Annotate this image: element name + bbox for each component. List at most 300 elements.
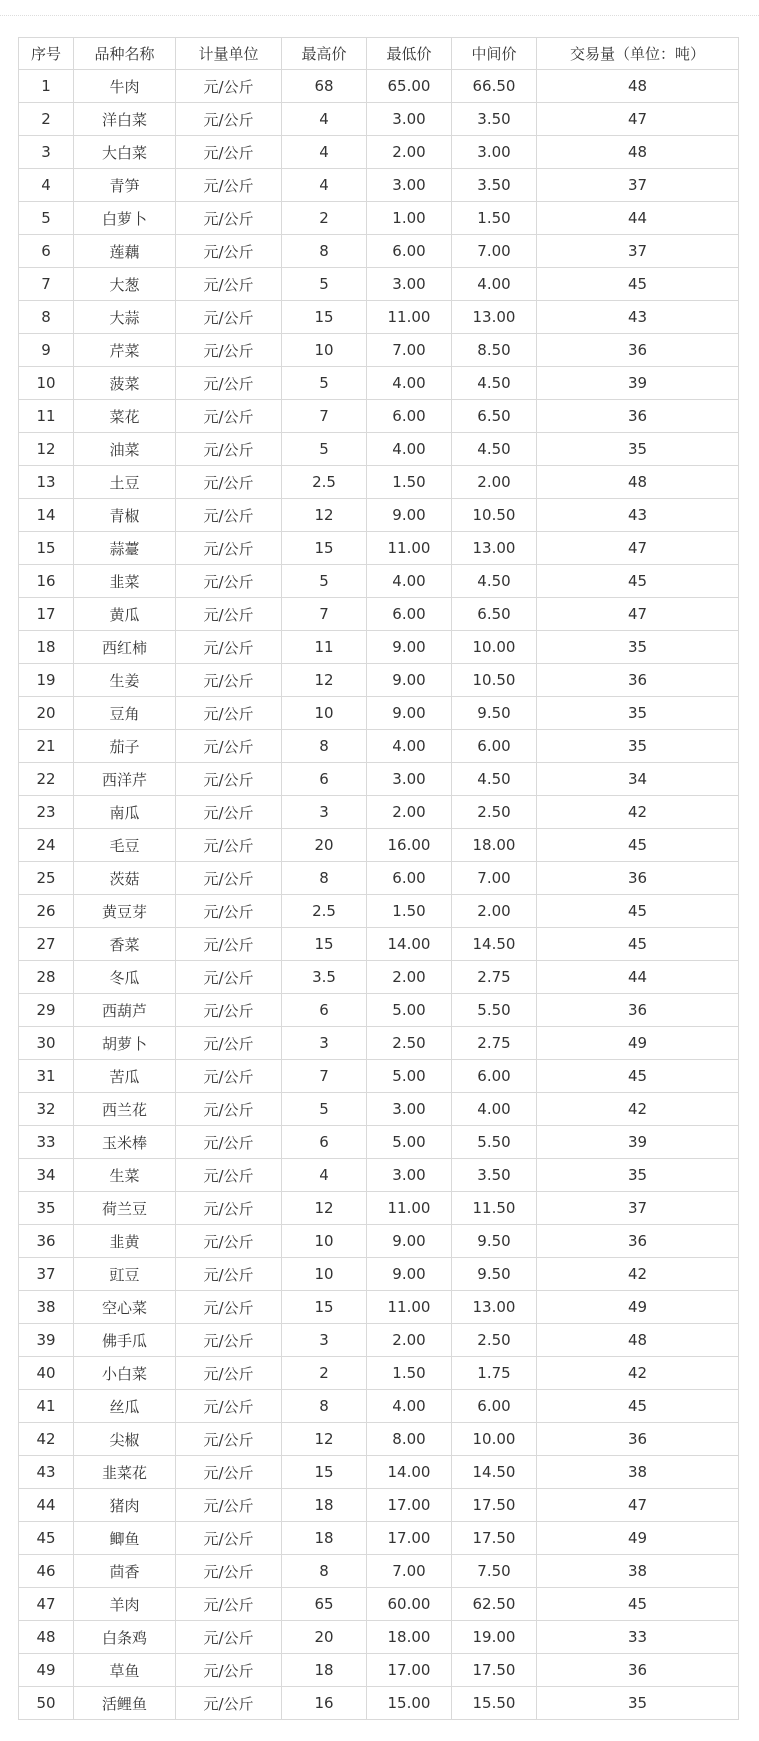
cell-trade-volume: 36 bbox=[537, 1225, 739, 1258]
cell-middle-price: 13.00 bbox=[452, 301, 537, 334]
cell-highest-price: 65 bbox=[282, 1588, 367, 1621]
cell-highest-price: 16 bbox=[282, 1687, 367, 1720]
cell-trade-volume: 36 bbox=[537, 1654, 739, 1687]
cell-trade-volume: 36 bbox=[537, 994, 739, 1027]
cell-lowest-price: 14.00 bbox=[367, 1456, 452, 1489]
cell-lowest-price: 2.00 bbox=[367, 136, 452, 169]
cell-middle-price: 3.00 bbox=[452, 136, 537, 169]
table-row bbox=[19, 1093, 739, 1126]
cell-unit: 元/公斤 bbox=[176, 433, 282, 466]
cell-variety-name: 青椒 bbox=[74, 499, 176, 532]
cell-middle-price: 7.50 bbox=[452, 1555, 537, 1588]
cell-variety-name: 洋白菜 bbox=[74, 103, 176, 136]
cell-variety-name: 玉米棒 bbox=[74, 1126, 176, 1159]
table-row bbox=[19, 103, 739, 136]
cell-trade-volume: 36 bbox=[537, 862, 739, 895]
table-row bbox=[19, 1192, 739, 1225]
cell-variety-name: 南瓜 bbox=[74, 796, 176, 829]
cell-highest-price: 2 bbox=[282, 202, 367, 235]
column-header-middle-price: 中间价 bbox=[452, 38, 537, 70]
cell-middle-price: 3.50 bbox=[452, 169, 537, 202]
cell-trade-volume: 39 bbox=[537, 1126, 739, 1159]
table-row bbox=[19, 961, 739, 994]
cell-index: 24 bbox=[19, 829, 74, 862]
cell-middle-price: 17.50 bbox=[452, 1654, 537, 1687]
cell-trade-volume: 36 bbox=[537, 334, 739, 367]
cell-index: 26 bbox=[19, 895, 74, 928]
cell-variety-name: 大蒜 bbox=[74, 301, 176, 334]
cell-variety-name: 白条鸡 bbox=[74, 1621, 176, 1654]
cell-middle-price: 62.50 bbox=[452, 1588, 537, 1621]
cell-middle-price: 6.50 bbox=[452, 400, 537, 433]
table-row bbox=[19, 631, 739, 664]
table-row bbox=[19, 1456, 739, 1489]
cell-index: 15 bbox=[19, 532, 74, 565]
column-header-unit: 计量单位 bbox=[176, 38, 282, 70]
table-row bbox=[19, 1258, 739, 1291]
cell-index: 28 bbox=[19, 961, 74, 994]
cell-middle-price: 15.50 bbox=[452, 1687, 537, 1720]
cell-highest-price: 4 bbox=[282, 136, 367, 169]
cell-unit: 元/公斤 bbox=[176, 1456, 282, 1489]
cell-trade-volume: 47 bbox=[537, 598, 739, 631]
cell-trade-volume: 48 bbox=[537, 1324, 739, 1357]
cell-middle-price: 4.00 bbox=[452, 1093, 537, 1126]
cell-unit: 元/公斤 bbox=[176, 1126, 282, 1159]
table-row bbox=[19, 334, 739, 367]
table-row bbox=[19, 994, 739, 1027]
cell-variety-name: 西红柿 bbox=[74, 631, 176, 664]
cell-variety-name: 胡萝卜 bbox=[74, 1027, 176, 1060]
cell-unit: 元/公斤 bbox=[176, 466, 282, 499]
table-row bbox=[19, 928, 739, 961]
table-row bbox=[19, 1390, 739, 1423]
cell-highest-price: 68 bbox=[282, 70, 367, 103]
cell-lowest-price: 4.00 bbox=[367, 433, 452, 466]
cell-trade-volume: 35 bbox=[537, 631, 739, 664]
cell-highest-price: 3.5 bbox=[282, 961, 367, 994]
cell-trade-volume: 37 bbox=[537, 1192, 739, 1225]
cell-trade-volume: 35 bbox=[537, 730, 739, 763]
table-row bbox=[19, 1588, 739, 1621]
cell-highest-price: 8 bbox=[282, 1555, 367, 1588]
table-row bbox=[19, 664, 739, 697]
cell-lowest-price: 4.00 bbox=[367, 1390, 452, 1423]
table-body bbox=[19, 70, 739, 1720]
cell-lowest-price: 3.00 bbox=[367, 763, 452, 796]
cell-trade-volume: 45 bbox=[537, 1060, 739, 1093]
cell-lowest-price: 5.00 bbox=[367, 994, 452, 1027]
cell-index: 46 bbox=[19, 1555, 74, 1588]
cell-variety-name: 鲫鱼 bbox=[74, 1522, 176, 1555]
cell-index: 9 bbox=[19, 334, 74, 367]
cell-highest-price: 15 bbox=[282, 301, 367, 334]
cell-unit: 元/公斤 bbox=[176, 1522, 282, 1555]
cell-variety-name: 韭黄 bbox=[74, 1225, 176, 1258]
cell-lowest-price: 1.50 bbox=[367, 1357, 452, 1390]
cell-highest-price: 20 bbox=[282, 1621, 367, 1654]
cell-trade-volume: 37 bbox=[537, 169, 739, 202]
cell-variety-name: 韭菜花 bbox=[74, 1456, 176, 1489]
cell-highest-price: 12 bbox=[282, 499, 367, 532]
cell-unit: 元/公斤 bbox=[176, 1225, 282, 1258]
cell-unit: 元/公斤 bbox=[176, 334, 282, 367]
cell-highest-price: 7 bbox=[282, 400, 367, 433]
cell-variety-name: 活鲤鱼 bbox=[74, 1687, 176, 1720]
cell-unit: 元/公斤 bbox=[176, 961, 282, 994]
cell-index: 3 bbox=[19, 136, 74, 169]
cell-unit: 元/公斤 bbox=[176, 565, 282, 598]
cell-unit: 元/公斤 bbox=[176, 301, 282, 334]
cell-middle-price: 10.50 bbox=[452, 664, 537, 697]
table-row bbox=[19, 1687, 739, 1720]
table-row bbox=[19, 169, 739, 202]
cell-variety-name: 西葫芦 bbox=[74, 994, 176, 1027]
cell-variety-name: 芹菜 bbox=[74, 334, 176, 367]
cell-middle-price: 2.50 bbox=[452, 1324, 537, 1357]
cell-variety-name: 生菜 bbox=[74, 1159, 176, 1192]
cell-unit: 元/公斤 bbox=[176, 928, 282, 961]
cell-highest-price: 2 bbox=[282, 1357, 367, 1390]
cell-index: 10 bbox=[19, 367, 74, 400]
cell-index: 27 bbox=[19, 928, 74, 961]
cell-variety-name: 茄子 bbox=[74, 730, 176, 763]
cell-trade-volume: 48 bbox=[537, 136, 739, 169]
cell-middle-price: 9.50 bbox=[452, 697, 537, 730]
cell-index: 32 bbox=[19, 1093, 74, 1126]
table-row bbox=[19, 1555, 739, 1588]
cell-lowest-price: 16.00 bbox=[367, 829, 452, 862]
cell-index: 18 bbox=[19, 631, 74, 664]
cell-highest-price: 6 bbox=[282, 1126, 367, 1159]
cell-trade-volume: 44 bbox=[537, 202, 739, 235]
cell-unit: 元/公斤 bbox=[176, 1192, 282, 1225]
cell-highest-price: 6 bbox=[282, 763, 367, 796]
column-header-index: 序号 bbox=[19, 38, 74, 70]
cell-lowest-price: 9.00 bbox=[367, 697, 452, 730]
table-row bbox=[19, 433, 739, 466]
cell-trade-volume: 36 bbox=[537, 1423, 739, 1456]
cell-variety-name: 莲藕 bbox=[74, 235, 176, 268]
cell-trade-volume: 43 bbox=[537, 301, 739, 334]
cell-lowest-price: 17.00 bbox=[367, 1522, 452, 1555]
table-row bbox=[19, 1291, 739, 1324]
cell-highest-price: 11 bbox=[282, 631, 367, 664]
cell-lowest-price: 3.00 bbox=[367, 169, 452, 202]
cell-trade-volume: 47 bbox=[537, 103, 739, 136]
cell-lowest-price: 4.00 bbox=[367, 730, 452, 763]
cell-index: 12 bbox=[19, 433, 74, 466]
price-table bbox=[18, 37, 739, 1720]
cell-unit: 元/公斤 bbox=[176, 103, 282, 136]
cell-middle-price: 9.50 bbox=[452, 1258, 537, 1291]
cell-trade-volume: 47 bbox=[537, 1489, 739, 1522]
cell-trade-volume: 45 bbox=[537, 895, 739, 928]
cell-trade-volume: 45 bbox=[537, 928, 739, 961]
cell-index: 41 bbox=[19, 1390, 74, 1423]
cell-unit: 元/公斤 bbox=[176, 1390, 282, 1423]
cell-unit: 元/公斤 bbox=[176, 895, 282, 928]
table-row bbox=[19, 367, 739, 400]
cell-middle-price: 4.50 bbox=[452, 367, 537, 400]
cell-highest-price: 10 bbox=[282, 334, 367, 367]
cell-lowest-price: 5.00 bbox=[367, 1060, 452, 1093]
table-row bbox=[19, 268, 739, 301]
cell-lowest-price: 1.50 bbox=[367, 895, 452, 928]
cell-lowest-price: 17.00 bbox=[367, 1654, 452, 1687]
cell-lowest-price: 65.00 bbox=[367, 70, 452, 103]
cell-variety-name: 大白菜 bbox=[74, 136, 176, 169]
cell-unit: 元/公斤 bbox=[176, 70, 282, 103]
cell-unit: 元/公斤 bbox=[176, 136, 282, 169]
cell-variety-name: 青笋 bbox=[74, 169, 176, 202]
cell-lowest-price: 3.00 bbox=[367, 1159, 452, 1192]
table-row bbox=[19, 1522, 739, 1555]
cell-unit: 元/公斤 bbox=[176, 169, 282, 202]
table-row bbox=[19, 466, 739, 499]
cell-highest-price: 10 bbox=[282, 1258, 367, 1291]
cell-lowest-price: 6.00 bbox=[367, 235, 452, 268]
cell-lowest-price: 9.00 bbox=[367, 664, 452, 697]
cell-middle-price: 4.00 bbox=[452, 268, 537, 301]
cell-index: 1 bbox=[19, 70, 74, 103]
cell-highest-price: 8 bbox=[282, 862, 367, 895]
cell-variety-name: 茨菇 bbox=[74, 862, 176, 895]
cell-variety-name: 苦瓜 bbox=[74, 1060, 176, 1093]
cell-highest-price: 10 bbox=[282, 1225, 367, 1258]
cell-index: 44 bbox=[19, 1489, 74, 1522]
cell-lowest-price: 4.00 bbox=[367, 367, 452, 400]
cell-index: 6 bbox=[19, 235, 74, 268]
cell-unit: 元/公斤 bbox=[176, 235, 282, 268]
cell-middle-price: 10.50 bbox=[452, 499, 537, 532]
cell-index: 16 bbox=[19, 565, 74, 598]
cell-unit: 元/公斤 bbox=[176, 1291, 282, 1324]
cell-middle-price: 6.00 bbox=[452, 1060, 537, 1093]
cell-index: 40 bbox=[19, 1357, 74, 1390]
cell-index: 42 bbox=[19, 1423, 74, 1456]
cell-variety-name: 豆角 bbox=[74, 697, 176, 730]
cell-unit: 元/公斤 bbox=[176, 1357, 282, 1390]
cell-lowest-price: 9.00 bbox=[367, 1258, 452, 1291]
cell-trade-volume: 34 bbox=[537, 763, 739, 796]
cell-lowest-price: 17.00 bbox=[367, 1489, 452, 1522]
cell-trade-volume: 39 bbox=[537, 367, 739, 400]
cell-trade-volume: 37 bbox=[537, 235, 739, 268]
cell-index: 22 bbox=[19, 763, 74, 796]
cell-highest-price: 7 bbox=[282, 598, 367, 631]
cell-index: 8 bbox=[19, 301, 74, 334]
cell-highest-price: 15 bbox=[282, 532, 367, 565]
cell-index: 36 bbox=[19, 1225, 74, 1258]
cell-trade-volume: 35 bbox=[537, 433, 739, 466]
cell-variety-name: 茴香 bbox=[74, 1555, 176, 1588]
cell-variety-name: 牛肉 bbox=[74, 70, 176, 103]
cell-middle-price: 2.00 bbox=[452, 895, 537, 928]
top-divider bbox=[0, 15, 759, 16]
cell-index: 19 bbox=[19, 664, 74, 697]
cell-variety-name: 蒜薹 bbox=[74, 532, 176, 565]
cell-lowest-price: 11.00 bbox=[367, 532, 452, 565]
cell-highest-price: 12 bbox=[282, 664, 367, 697]
cell-highest-price: 18 bbox=[282, 1522, 367, 1555]
cell-middle-price: 2.50 bbox=[452, 796, 537, 829]
cell-lowest-price: 2.00 bbox=[367, 796, 452, 829]
cell-lowest-price: 14.00 bbox=[367, 928, 452, 961]
cell-unit: 元/公斤 bbox=[176, 202, 282, 235]
cell-middle-price: 4.50 bbox=[452, 433, 537, 466]
cell-trade-volume: 45 bbox=[537, 1588, 739, 1621]
table-row bbox=[19, 1489, 739, 1522]
cell-highest-price: 8 bbox=[282, 730, 367, 763]
cell-trade-volume: 45 bbox=[537, 268, 739, 301]
column-header-lowest-price: 最低价 bbox=[367, 38, 452, 70]
cell-highest-price: 4 bbox=[282, 169, 367, 202]
cell-highest-price: 2.5 bbox=[282, 895, 367, 928]
cell-lowest-price: 15.00 bbox=[367, 1687, 452, 1720]
cell-variety-name: 荷兰豆 bbox=[74, 1192, 176, 1225]
table-row bbox=[19, 565, 739, 598]
cell-unit: 元/公斤 bbox=[176, 1093, 282, 1126]
cell-variety-name: 空心菜 bbox=[74, 1291, 176, 1324]
cell-index: 49 bbox=[19, 1654, 74, 1687]
cell-middle-price: 2.75 bbox=[452, 961, 537, 994]
cell-variety-name: 香菜 bbox=[74, 928, 176, 961]
cell-highest-price: 12 bbox=[282, 1423, 367, 1456]
cell-unit: 元/公斤 bbox=[176, 1423, 282, 1456]
cell-unit: 元/公斤 bbox=[176, 1027, 282, 1060]
cell-trade-volume: 42 bbox=[537, 1357, 739, 1390]
cell-trade-volume: 38 bbox=[537, 1456, 739, 1489]
cell-trade-volume: 45 bbox=[537, 829, 739, 862]
cell-middle-price: 3.50 bbox=[452, 1159, 537, 1192]
cell-lowest-price: 60.00 bbox=[367, 1588, 452, 1621]
table-row bbox=[19, 400, 739, 433]
cell-middle-price: 5.50 bbox=[452, 994, 537, 1027]
cell-variety-name: 黄豆芽 bbox=[74, 895, 176, 928]
cell-variety-name: 菠菜 bbox=[74, 367, 176, 400]
column-header-highest-price: 最高价 bbox=[282, 38, 367, 70]
cell-middle-price: 7.00 bbox=[452, 235, 537, 268]
cell-trade-volume: 45 bbox=[537, 1390, 739, 1423]
cell-unit: 元/公斤 bbox=[176, 499, 282, 532]
table-row bbox=[19, 763, 739, 796]
cell-lowest-price: 11.00 bbox=[367, 301, 452, 334]
cell-lowest-price: 4.00 bbox=[367, 565, 452, 598]
cell-middle-price: 11.50 bbox=[452, 1192, 537, 1225]
cell-highest-price: 5 bbox=[282, 1093, 367, 1126]
cell-trade-volume: 38 bbox=[537, 1555, 739, 1588]
cell-variety-name: 油菜 bbox=[74, 433, 176, 466]
cell-unit: 元/公斤 bbox=[176, 763, 282, 796]
cell-trade-volume: 35 bbox=[537, 697, 739, 730]
cell-highest-price: 12 bbox=[282, 1192, 367, 1225]
cell-unit: 元/公斤 bbox=[176, 367, 282, 400]
cell-trade-volume: 42 bbox=[537, 1258, 739, 1291]
cell-trade-volume: 48 bbox=[537, 466, 739, 499]
cell-unit: 元/公斤 bbox=[176, 829, 282, 862]
table-row bbox=[19, 697, 739, 730]
cell-trade-volume: 45 bbox=[537, 565, 739, 598]
cell-trade-volume: 49 bbox=[537, 1291, 739, 1324]
cell-variety-name: 白萝卜 bbox=[74, 202, 176, 235]
cell-index: 39 bbox=[19, 1324, 74, 1357]
cell-index: 2 bbox=[19, 103, 74, 136]
cell-variety-name: 土豆 bbox=[74, 466, 176, 499]
cell-highest-price: 5 bbox=[282, 433, 367, 466]
cell-index: 43 bbox=[19, 1456, 74, 1489]
cell-lowest-price: 2.00 bbox=[367, 1324, 452, 1357]
cell-middle-price: 6.00 bbox=[452, 730, 537, 763]
table-row bbox=[19, 1621, 739, 1654]
cell-middle-price: 10.00 bbox=[452, 631, 537, 664]
cell-middle-price: 4.50 bbox=[452, 565, 537, 598]
cell-variety-name: 菜花 bbox=[74, 400, 176, 433]
cell-index: 25 bbox=[19, 862, 74, 895]
table-row bbox=[19, 235, 739, 268]
table-row bbox=[19, 1027, 739, 1060]
cell-unit: 元/公斤 bbox=[176, 1324, 282, 1357]
cell-middle-price: 14.50 bbox=[452, 1456, 537, 1489]
cell-index: 37 bbox=[19, 1258, 74, 1291]
table-row bbox=[19, 829, 739, 862]
cell-unit: 元/公斤 bbox=[176, 1060, 282, 1093]
cell-unit: 元/公斤 bbox=[176, 1555, 282, 1588]
cell-highest-price: 15 bbox=[282, 928, 367, 961]
cell-unit: 元/公斤 bbox=[176, 862, 282, 895]
table-row bbox=[19, 202, 739, 235]
cell-index: 35 bbox=[19, 1192, 74, 1225]
cell-middle-price: 1.75 bbox=[452, 1357, 537, 1390]
cell-variety-name: 毛豆 bbox=[74, 829, 176, 862]
cell-index: 29 bbox=[19, 994, 74, 1027]
cell-variety-name: 西洋芹 bbox=[74, 763, 176, 796]
table-row bbox=[19, 1357, 739, 1390]
cell-index: 33 bbox=[19, 1126, 74, 1159]
cell-variety-name: 尖椒 bbox=[74, 1423, 176, 1456]
cell-lowest-price: 9.00 bbox=[367, 499, 452, 532]
cell-variety-name: 羊肉 bbox=[74, 1588, 176, 1621]
cell-unit: 元/公斤 bbox=[176, 400, 282, 433]
cell-lowest-price: 7.00 bbox=[367, 334, 452, 367]
cell-trade-volume: 36 bbox=[537, 400, 739, 433]
cell-highest-price: 3 bbox=[282, 796, 367, 829]
cell-index: 5 bbox=[19, 202, 74, 235]
cell-index: 13 bbox=[19, 466, 74, 499]
cell-highest-price: 10 bbox=[282, 697, 367, 730]
cell-lowest-price: 6.00 bbox=[367, 862, 452, 895]
table-row bbox=[19, 1324, 739, 1357]
cell-highest-price: 5 bbox=[282, 367, 367, 400]
cell-middle-price: 66.50 bbox=[452, 70, 537, 103]
cell-middle-price: 8.50 bbox=[452, 334, 537, 367]
cell-lowest-price: 6.00 bbox=[367, 400, 452, 433]
table-row bbox=[19, 1159, 739, 1192]
cell-trade-volume: 49 bbox=[537, 1027, 739, 1060]
cell-index: 30 bbox=[19, 1027, 74, 1060]
cell-unit: 元/公斤 bbox=[176, 664, 282, 697]
table-row bbox=[19, 730, 739, 763]
cell-highest-price: 3 bbox=[282, 1324, 367, 1357]
cell-lowest-price: 9.00 bbox=[367, 631, 452, 664]
cell-middle-price: 18.00 bbox=[452, 829, 537, 862]
cell-variety-name: 韭菜 bbox=[74, 565, 176, 598]
cell-index: 14 bbox=[19, 499, 74, 532]
cell-index: 21 bbox=[19, 730, 74, 763]
cell-trade-volume: 35 bbox=[537, 1159, 739, 1192]
cell-highest-price: 18 bbox=[282, 1489, 367, 1522]
column-header-variety-name: 品种名称 bbox=[74, 38, 176, 70]
